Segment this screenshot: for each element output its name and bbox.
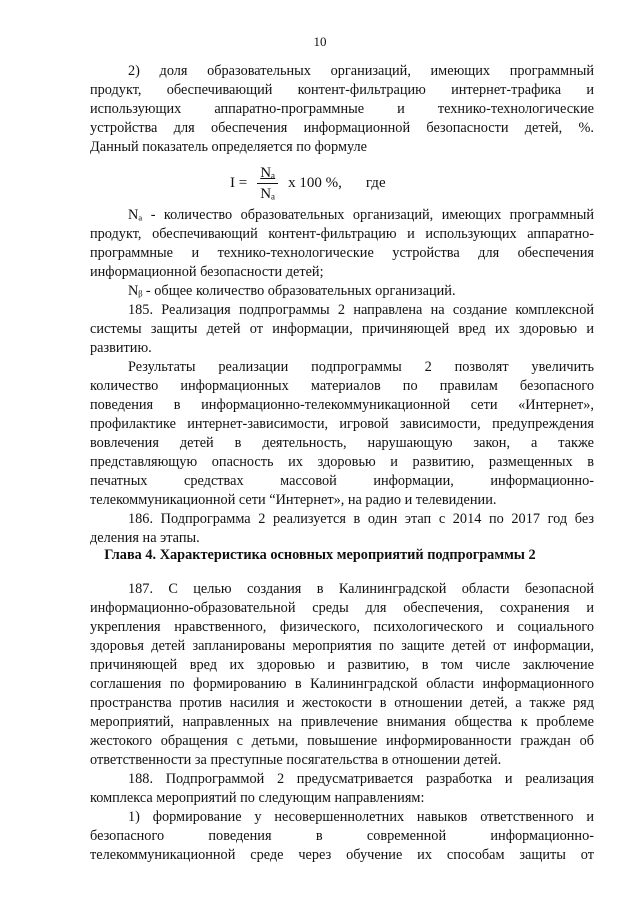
text-line: Nᵦ - общее количество образовательных организаций.	[128, 283, 456, 299]
text-line: 188. Подпрограммой 2 предусматривается разработка и реализация	[128, 771, 594, 787]
formula-rhs: x 100 %,	[288, 175, 342, 191]
text-line: комплекса мероприятий по следующим направлениям:	[90, 790, 425, 806]
text-line: Результаты реализации подпрограммы 2 позволят увеличить	[128, 359, 594, 375]
formula-where: где	[365, 175, 386, 191]
paragraph-indicator-2	[90, 62, 594, 157]
text-line: 2) доля образовательных организаций, имеющих программный	[128, 63, 594, 79]
text-line: печатных средствах массовой информации, информационно-	[90, 473, 594, 489]
paragraph-definitions-and-185-186	[90, 206, 594, 548]
chapter-heading: Глава 4. Характеристика основных мероприятий подпрограммы 2	[104, 547, 536, 563]
text-line: Nₐ - количество образовательных организаций, имеющих программный	[128, 207, 594, 223]
formula-denominator: Nₐ	[260, 186, 276, 202]
text-line: безопасного поведения в современной информационно-	[90, 828, 594, 844]
text-line: информационно-образовательной среды для обеспечения, сохранения и	[90, 600, 594, 616]
text-line: телекоммуникационной сети “Интернет», на радио и телевидении.	[90, 492, 497, 508]
text-line: укрепления нравственного, физического, психологического и социального	[90, 619, 594, 635]
formula	[230, 164, 386, 203]
text-line: ответственности за преступные посягательства в отношении детей.	[90, 752, 502, 768]
text-line: информационной безопасности детей;	[90, 264, 324, 280]
text-line: системы защиты детей от информации, причиняющей вред их здоровью и	[90, 321, 594, 337]
text-line: представляющую опасность их здоровью и развитию, размещенных в	[90, 454, 594, 470]
text-line: устройства для обеспечения информационной безопасности детей, %.	[90, 120, 594, 136]
formula-fraction	[257, 164, 278, 203]
text-line: использующих аппаратно-программные и технико-технологические	[90, 101, 594, 117]
text-line: телекоммуникационной среде через обучение их способам защиты от	[90, 847, 594, 863]
text-line: профилактике интернет-зависимости, игровой зависимости, предупреждения	[90, 416, 594, 432]
text-line: программные и технико-технологические устройства для обеспечения	[90, 245, 594, 261]
text-line: Данный показатель определяется по формуле	[90, 139, 368, 155]
text-line: 185. Реализация подпрограммы 2 направлена на создание комплексной	[128, 302, 594, 318]
text-line: продукт, обеспечивающий контент-фильтрацию и использующих аппаратно-	[90, 226, 594, 242]
text-line: поведения в информационно-телекоммуникационной сети «Интернет»,	[90, 397, 594, 413]
page-number: 10	[313, 34, 327, 49]
text-line: мероприятий, направленных на привлечение внимания общества к проблеме	[90, 714, 594, 730]
text-line: соглашения по формированию в Калининградской области информационного	[90, 676, 594, 692]
text-line: 187. С целью создания в Калининградской области безопасной	[128, 581, 594, 597]
text-line: продукт, обеспечивающий контент-фильтрацию интернет-трафика и	[90, 82, 594, 98]
text-line: здоровья детей запланированы мероприятия по защите детей от информации,	[90, 638, 594, 654]
text-line: пространства против насилия и жестокости в отношении детей, а также ряд	[90, 695, 594, 711]
text-line: деления на этапы.	[90, 530, 200, 546]
formula-lhs: I =	[230, 175, 248, 191]
text-line: причиняющей вред их здоровью и развитию, в том числе заключение	[90, 657, 594, 673]
text-line: количество информационных материалов по правилам безопасного	[90, 378, 594, 394]
text-line: 1) формирование у несовершеннолетних навыков ответственного и	[128, 809, 594, 825]
text-line: 186. Подпрограмма 2 реализуется в один этап с 2014 по 2017 год без	[128, 511, 594, 527]
text-line: вовлечения детей в деятельность, нарушающую закон, а также	[90, 435, 594, 451]
paragraph-187-188	[90, 580, 594, 865]
text-line: развитию.	[90, 340, 152, 356]
text-line: жестокого обращения с детьми, повышение информированности граждан об	[90, 733, 594, 749]
formula-numerator: Nₐ	[257, 164, 278, 184]
